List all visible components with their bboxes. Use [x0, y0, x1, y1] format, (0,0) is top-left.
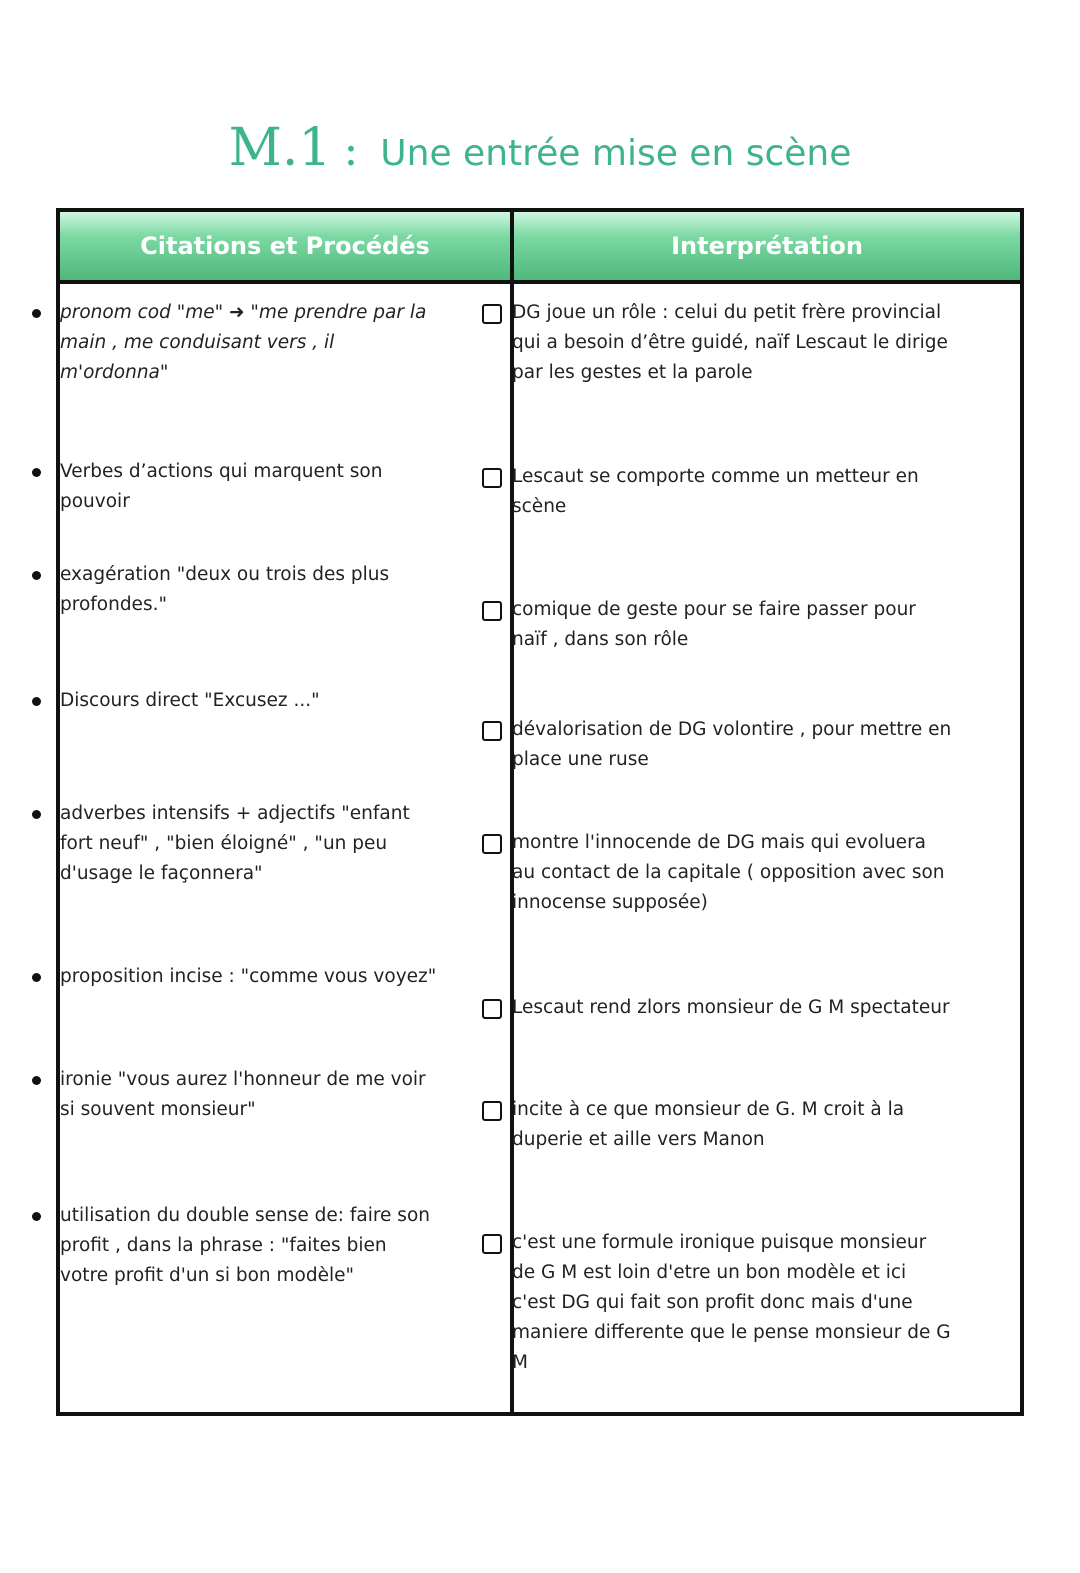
bullet-icon [32, 810, 41, 819]
interpretation-item: Lescaut se comporte comme un metteur en scène [512, 462, 952, 522]
interpretation-item: comique de geste pour se faire passer pour naïf , dans son rôle [512, 595, 952, 655]
checkbox-icon[interactable] [482, 1101, 502, 1121]
page-title [0, 118, 1080, 178]
citation-item: utilisation du double sense de: faire son profit , dans la phrase : "faites bien votre profit d'un si bon modèle" [60, 1201, 440, 1291]
citation-item: ironie "vous aurez l'honneur de me voir si souvent monsieur" [60, 1065, 440, 1125]
checkbox-icon[interactable] [482, 721, 502, 741]
checkbox-icon[interactable] [482, 1234, 502, 1254]
interpretation-item: dévalorisation de DG volontire , pour mettre en place une ruse [512, 715, 952, 775]
checkbox-icon[interactable] [482, 834, 502, 854]
bullet-icon [32, 468, 41, 477]
title-code: M.1 [228, 118, 332, 178]
title-colon: : [343, 125, 359, 176]
bullet-icon [32, 1212, 41, 1221]
bullet-icon [32, 571, 41, 580]
citation-item: Discours direct "Excusez ..." [60, 686, 440, 716]
citation-item: adverbes intensifs + adjectifs "enfant fort neuf" , "bien éloigné" , "un peu d'usage le façonnera" [60, 799, 440, 889]
bullet-icon [32, 1076, 41, 1085]
bullet-icon [32, 973, 41, 982]
interpretation-item: incite à ce que monsieur de G. M croit à la duperie et aille vers Manon [512, 1095, 952, 1155]
checkbox-icon[interactable] [482, 601, 502, 621]
checkbox-icon[interactable] [482, 304, 502, 324]
checkbox-icon[interactable] [482, 999, 502, 1019]
citation-item: pronom cod "me" ➜ "me prendre par la main , me conduisant vers , il m'ordonna" [60, 298, 440, 388]
header-citations: Citations et Procédés [60, 212, 510, 284]
interpretation-item: c'est une formule ironique puisque monsieur de G M est loin d'etre un bon modèle et ici c'est DG qui fait son profit donc mais d'une maniere differente que le pense monsieur de G M [512, 1228, 952, 1378]
bullet-icon [32, 697, 41, 706]
interpretation-item: DG joue un rôle : celui du petit frère provincial qui a besoin d’être guidé, naïf Lescaut le dirige par les gestes et la parole [512, 298, 952, 388]
checkbox-icon[interactable] [482, 468, 502, 488]
interpretation-item: Lescaut rend zlors monsieur de G M spectateur [512, 993, 952, 1023]
title-name: Une entrée mise en scène [380, 133, 852, 174]
header-interpretation: Interprétation [514, 212, 1020, 284]
citation-item: proposition incise : "comme vous voyez" [60, 962, 440, 992]
citation-item: exagération "deux ou trois des plus profondes." [60, 560, 440, 620]
bullet-icon [32, 309, 41, 318]
citation-item: Verbes d’actions qui marquent son pouvoir [60, 457, 440, 517]
interpretation-item: montre l'innocende de DG mais qui evoluera au contact de la capitale ( opposition avec son innocense supposée) [512, 828, 952, 918]
